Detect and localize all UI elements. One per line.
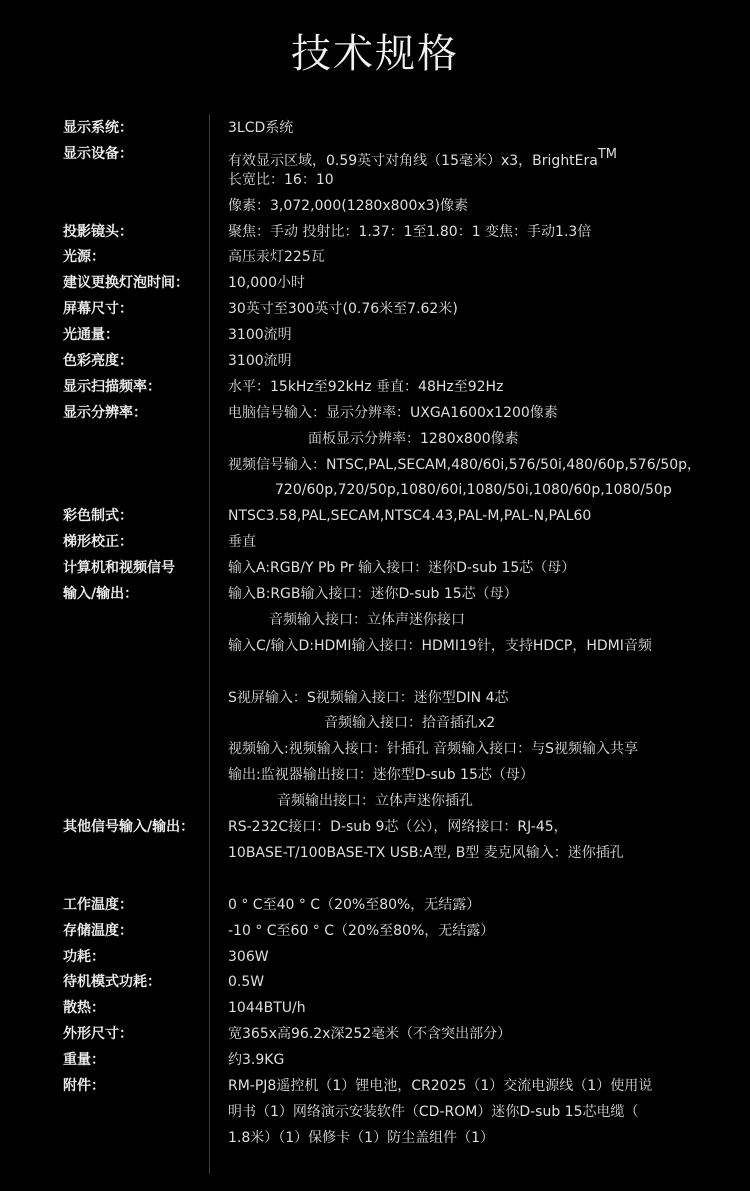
label-color-system: 彩色制式： <box>63 508 133 525</box>
value-accessories-3: 1.8米）（1）保修卡（1）防尘盖组件（1） <box>228 1129 494 1146</box>
value-io-input-b: 输入B:RGB输入接口：迷你D-sub 15芯（母） <box>228 586 518 603</box>
value-standby-power: 0.5W <box>228 974 265 991</box>
value-weight: 约3.9KG <box>228 1052 285 1069</box>
label-display-device: 显示设备： <box>63 145 133 162</box>
label-weight: 重量： <box>63 1052 105 1069</box>
label-screen-size: 屏幕尺寸： <box>63 301 133 318</box>
value-lamp-replace: 10,000小时 <box>228 275 305 292</box>
value-resolution-video: 视频信号输入：NTSC,PAL,SECAM,480/60i,576/50i,480/60p,576/50p， <box>228 456 702 473</box>
value-heat: 1044BTU/h <box>228 1000 306 1017</box>
column-divider <box>209 114 210 1174</box>
value-resolution-panel: 面板显示分辨率：1280x800像素 <box>308 430 519 447</box>
value-io-svideo-audio: 音频输入接口：拾音插孔x2 <box>324 715 496 732</box>
spec-labels-column <box>63 116 203 1100</box>
value-resolution-video-cont: 720/60p,720/50p,1080/60i,1080/50i,1080/60p,1080/50p <box>275 482 672 499</box>
label-io-line2: 输入/输出： <box>63 586 139 603</box>
trademark-superscript: TM <box>597 146 618 162</box>
value-color-brightness: 3100流明 <box>228 353 292 370</box>
label-keystone: 梯形校正： <box>63 534 133 551</box>
value-display-system: 3LCD系统 <box>228 120 294 136</box>
value-io-svideo: S视屏输入：S视频输入接口：迷你型DIN 4芯 <box>228 689 509 706</box>
spec-values-column <box>228 116 718 1152</box>
value-io-video: 视频输入:视频输入接口：针插孔 音频输入接口：与S视频输入共享 <box>228 741 639 758</box>
value-lens: 聚焦：手动 投射比：1.37：1至1.80：1 变焦：手动1.3倍 <box>228 223 592 240</box>
value-display-device-text: 有效显示区域，0.59英寸对角线（15毫米）x3，BrightEra <box>228 152 598 169</box>
label-lens: 投影镜头： <box>63 223 133 240</box>
label-light-output: 光通量： <box>63 327 119 344</box>
value-aspect-ratio: 长宽比：16：10 <box>228 171 334 188</box>
value-io-input-a: 输入A:RGB/Y Pb Pr 输入接口：迷你D-sub 15芯（母） <box>228 560 576 577</box>
label-lamp-replace: 建议更换灯泡时间： <box>63 275 189 292</box>
label-color-brightness: 色彩亮度： <box>63 353 133 370</box>
value-dimensions: 宽365x高96.2x深252毫米（不含突出部分） <box>228 1026 512 1043</box>
label-resolution: 显示分辨率： <box>63 404 147 421</box>
page-title: 技术规格 <box>291 31 459 77</box>
value-io-audio-in: 音频输入接口：立体声迷你接口 <box>269 611 465 628</box>
value-other-io-1: RS-232C接口：D-sub 9芯（公），网络接口：RJ-45， <box>228 819 568 836</box>
value-pixels: 像素：3,072,000(1280x800x3)像素 <box>228 197 469 214</box>
label-scan-freq: 显示扫描频率： <box>63 378 161 395</box>
label-storage-temp: 存储温度： <box>63 922 133 939</box>
value-other-io-2: 10BASE-T/100BASE-TX USB:A型, B型 麦克风输入：迷你插孔 <box>228 844 624 861</box>
value-accessories-1: RM-PJ8遥控机（1）锂电池，CR2025（1）交流电源线（1）使用说 <box>228 1077 653 1094</box>
value-light-output: 3100流明 <box>228 327 292 344</box>
value-screen-size: 30英寸至300英寸(0.76米至7.62米) <box>228 301 458 318</box>
value-scan-freq: 水平：15kHz至92kHz 垂直：48Hz至92Hz <box>228 378 504 395</box>
label-power: 功耗： <box>63 948 105 965</box>
value-light-source: 高压汞灯225瓦 <box>228 249 325 266</box>
label-other-io: 其他信号输入/输出： <box>63 819 195 836</box>
label-dimensions: 外形尺寸： <box>63 1026 133 1043</box>
value-keystone: 垂直 <box>228 534 256 551</box>
label-op-temp: 工作温度： <box>63 896 133 913</box>
label-heat: 散热： <box>63 1000 105 1017</box>
value-io-hdmi: 输入C/输入D:HDMI输入接口：HDMI19针，支持HDCP，HDMI音频 <box>228 637 652 654</box>
value-color-system: NTSC3.58,PAL,SECAM,NTSC4.43,PAL-M,PAL-N,PAL60 <box>228 508 592 525</box>
label-light-source: 光源： <box>63 249 105 266</box>
value-io-audio-out: 音频输出接口：立体声迷你插孔 <box>277 793 473 810</box>
value-io-monitor-out: 输出:监视器输出接口：迷你型D-sub 15芯（母） <box>228 767 534 784</box>
value-display-device <box>228 142 718 168</box>
label-accessories: 附件： <box>63 1077 105 1094</box>
value-op-temp: 0 ° C至40 ° C（20%至80%，无结露） <box>228 896 481 913</box>
label-io-line1: 计算机和视频信号 <box>63 560 175 577</box>
value-resolution-pc: 电脑信号输入：显示分辨率：UXGA1600x1200像素 <box>228 404 558 421</box>
label-display-system: 显示系统： <box>63 120 133 136</box>
value-accessories-2: 明书（1）网络演示安装软件（CD-ROM）迷你D-sub 15芯电缆（ <box>228 1103 639 1120</box>
value-storage-temp: -10 ° C至60 ° C（20%至80%，无结露） <box>228 922 495 939</box>
label-standby-power: 待机模式功耗： <box>63 974 161 991</box>
value-power: 306W <box>228 948 269 965</box>
